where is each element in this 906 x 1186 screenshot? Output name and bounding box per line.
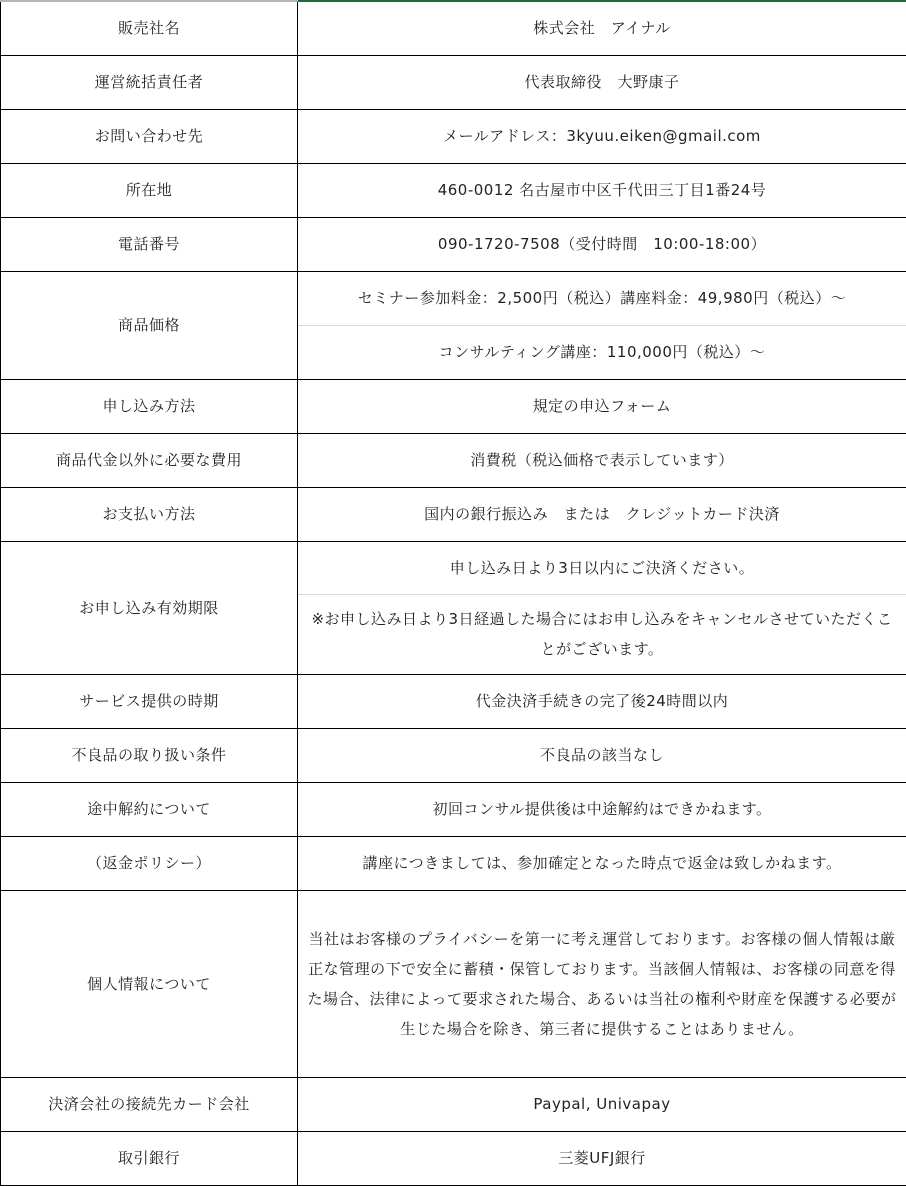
table-row	[1, 55, 906, 109]
row-label-application-method: 申し込み方法	[1, 379, 298, 433]
table-row	[1, 836, 906, 890]
row-label-payment-method: お支払い方法	[1, 487, 298, 541]
table-row	[1, 163, 906, 217]
row-label-service-timing: サービス提供の時期	[1, 674, 298, 728]
row-value-price-seminar: セミナー参加料金：2,500円（税込）講座料金：49,980円（税込）〜	[298, 271, 906, 325]
row-value-phone: 090-1720-7508（受付時間 10:00-18:00）	[298, 217, 906, 271]
table-row	[1, 1077, 906, 1131]
row-value-payment-method: 国内の銀行振込み または クレジットカード決済	[298, 487, 906, 541]
row-value-application-method: 規定の申込フォーム	[298, 379, 906, 433]
row-value-address: 460-0012 名古屋市中区千代田三丁目1番24号	[298, 163, 906, 217]
row-value-service-timing: 代金決済手続きの完了後24時間以内	[298, 674, 906, 728]
row-value-seller: 株式会社 アイナル	[298, 1, 906, 55]
row-label-expiry: お申し込み有効期限	[1, 541, 298, 674]
table-row	[1, 890, 906, 1077]
row-value-contact: メールアドレス：3kyuu.eiken@gmail.com	[298, 109, 906, 163]
table-row	[1, 379, 906, 433]
table-row	[1, 1, 906, 55]
row-label-phone: 電話番号	[1, 217, 298, 271]
row-value-defective-goods: 不良品の該当なし	[298, 728, 906, 782]
row-label-address: 所在地	[1, 163, 298, 217]
table-row	[1, 674, 906, 728]
table-row	[1, 109, 906, 163]
row-label-manager: 運営統括責任者	[1, 55, 298, 109]
row-value-expiry-cancel-note: ※お申し込み日より3日経過した場合にはお申し込みをキャンセルさせていただくことがございます。	[298, 594, 906, 674]
table-row	[1, 728, 906, 782]
row-value-expiry-deadline: 申し込み日より3日以内にご決済ください。	[298, 541, 906, 594]
table-row	[1, 217, 906, 271]
table-row	[1, 541, 906, 594]
row-label-bank: 取引銀行	[1, 1131, 298, 1185]
row-label-card-companies: 決済会社の接続先カード会社	[1, 1077, 298, 1131]
row-label-contact: お問い合わせ先	[1, 109, 298, 163]
row-value-card-companies: Paypal, Univapay	[298, 1077, 906, 1131]
table-row	[1, 1131, 906, 1185]
row-label-cancellation: 途中解約について	[1, 782, 298, 836]
row-label-seller: 販売社名	[1, 1, 298, 55]
row-value-bank: 三菱UFJ銀行	[298, 1131, 906, 1185]
row-value-privacy: 当社はお客様のプライバシーを第一に考え運営しております。お客様の個人情報は厳正な管理の下で安全に蓄積・保管しております。当該個人情報は、お客様の同意を得た場合、法律によって要求された場合、あるいは当社の権利や財産を保護する必要が生じた場合を除き、第三者に提供することはありません。	[298, 890, 906, 1077]
row-label-defective-goods: 不良品の取り扱い条件	[1, 728, 298, 782]
row-value-cancellation: 初回コンサル提供後は中途解約はできかねます。	[298, 782, 906, 836]
table-row	[1, 487, 906, 541]
table-row	[1, 271, 906, 325]
row-value-refund-policy: 講座につきましては、参加確定となった時点で返金は致しかねます。	[298, 836, 906, 890]
row-value-manager: 代表取締役 大野康子	[298, 55, 906, 109]
row-value-extra-costs: 消費税（税込価格で表示しています）	[298, 433, 906, 487]
row-label-refund-policy: （返金ポリシー）	[1, 836, 298, 890]
row-label-privacy: 個人情報について	[1, 890, 298, 1077]
row-label-price: 商品価格	[1, 271, 298, 379]
row-value-price-consulting: コンサルティング講座：110,000円（税込）〜	[298, 325, 906, 379]
row-label-extra-costs: 商品代金以外に必要な費用	[1, 433, 298, 487]
table-row	[1, 433, 906, 487]
table-row	[1, 782, 906, 836]
